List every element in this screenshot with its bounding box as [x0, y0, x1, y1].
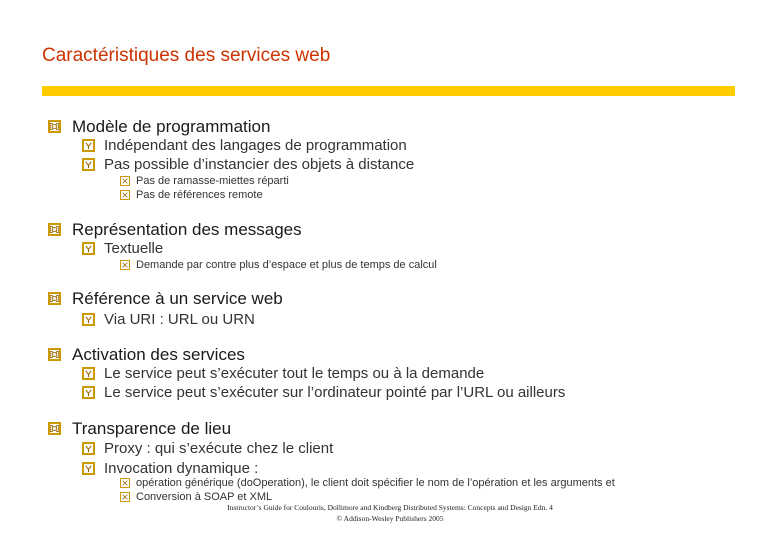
check-box-icon [82, 242, 95, 255]
sub-bullet [82, 239, 163, 257]
sub-bullet [82, 364, 484, 382]
sub-sub-bullet-text: Demande par contre plus d’espace et plus de temps de calcul [136, 259, 437, 272]
x-box-icon [120, 260, 130, 270]
x-box-icon [120, 478, 130, 488]
x-box-icon [120, 492, 130, 502]
sub-bullet [82, 155, 414, 173]
sub-bullet-text: Proxy : qui s’exécute chez le client [104, 439, 334, 457]
footer-citation: Instructor’s Guide for Coulouris, Dollimore and Kindberg Distributed Systems: Concepts and Design Edn. 4 [227, 503, 553, 512]
check-box-icon [82, 313, 95, 326]
bullet-programming-model [48, 116, 270, 137]
footer-copyright: © Addison-Wesley Publishers 2005 [336, 514, 444, 523]
sub-sub-bullet-text: Pas de ramasse-miettes réparti [136, 175, 289, 188]
sub-bullet-text: Pas possible d’instancier des objets à distance [104, 155, 415, 173]
bullet-service-activation [48, 344, 245, 365]
sub-bullet-text: Via URI : URL ou URN [104, 310, 255, 328]
check-box-icon [82, 462, 95, 475]
title-divider [42, 86, 735, 96]
check-box-icon [82, 442, 95, 455]
sub-bullet [82, 136, 407, 154]
check-box-icon [82, 139, 95, 152]
sub-sub-bullet-text: Conversion à SOAP et XML [136, 491, 273, 504]
check-box-icon [82, 158, 95, 171]
sub-bullet-text: Indépendant des langages de programmation [104, 136, 407, 154]
sub-sub-bullet [120, 477, 615, 489]
check-box-icon [82, 386, 95, 399]
sub-bullet [82, 383, 565, 401]
check-box-icon [82, 367, 95, 380]
sub-bullet-text: Le service peut s’exécuter sur l’ordinateur pointé par l’URL ou ailleurs [104, 383, 566, 401]
command-key-icon [48, 223, 61, 236]
sub-sub-bullet [120, 189, 263, 201]
sub-bullet [82, 439, 333, 457]
sub-sub-bullet [120, 259, 437, 271]
slide-title: Caractéristiques des services web [42, 45, 331, 66]
bullet-label: Transparence de lieu [72, 418, 232, 438]
bullet-label: Référence à un service web [72, 288, 283, 308]
bullet-label: Modèle de programmation [72, 116, 271, 136]
bullet-label: Activation des services [72, 344, 245, 364]
sub-sub-bullet-text: Pas de références remote [136, 189, 263, 202]
x-box-icon [120, 190, 130, 200]
sub-sub-bullet [120, 175, 289, 187]
sub-bullet [82, 310, 255, 328]
command-key-icon [48, 292, 61, 305]
command-key-icon [48, 120, 61, 133]
bullet-location-transparency [48, 418, 231, 439]
command-key-icon [48, 348, 61, 361]
bullet-label: Représentation des messages [72, 219, 302, 239]
sub-bullet [82, 459, 258, 477]
sub-bullet-text: Textuelle [104, 239, 164, 257]
bullet-message-representation [48, 219, 302, 240]
x-box-icon [120, 176, 130, 186]
sub-bullet-text: Invocation dynamique : [104, 459, 259, 477]
command-key-icon [48, 422, 61, 435]
sub-sub-bullet-text: opération générique (doOperation), le client doit spécifier le nom de l’opération et les arguments et [136, 477, 615, 490]
bullet-web-service-reference [48, 288, 283, 309]
sub-bullet-text: Le service peut s’exécuter tout le temps ou à la demande [104, 364, 485, 382]
